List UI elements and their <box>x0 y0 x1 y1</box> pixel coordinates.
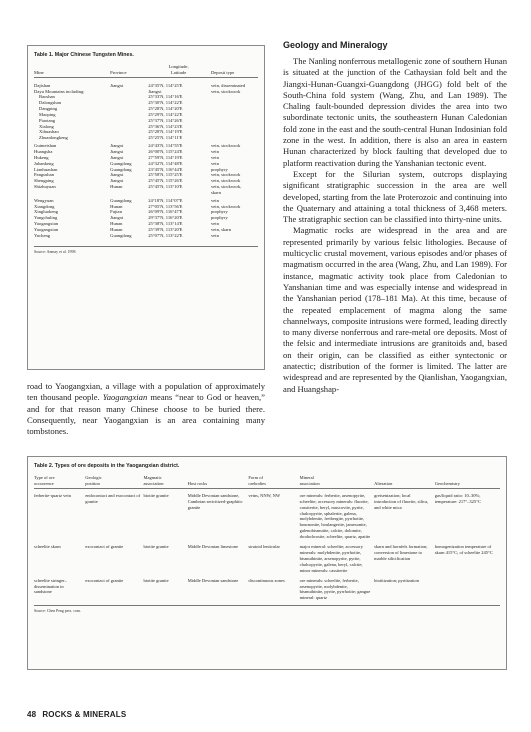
table-1-cell-province: Jiangxi <box>110 215 124 221</box>
table-1-cell-province: Jiangxi <box>110 154 124 160</box>
table-1-row <box>34 77 258 88</box>
table-2-cell-magmatic: biotite granite <box>143 492 169 498</box>
table-1-source: Source: Anmay et al. 1998. <box>34 249 77 254</box>
left-column-text <box>27 381 265 437</box>
table-1-cell-province: Jiangxi <box>110 143 124 149</box>
left-paragraph <box>27 381 265 437</box>
table-1-cell-mine: Wengyuan <box>34 197 54 203</box>
table-1-cell-mine: Dayu Mountains including: <box>34 88 85 94</box>
table-1-cell-coords: 24°32'N, 114°48'E <box>148 160 183 166</box>
table-1-cell-coords: 25°07'N, 113°22'E <box>148 232 183 238</box>
table-2-cell-position: endocontact and exocontact of granite <box>85 492 141 504</box>
table-2-header-form: Form of orebodies <box>248 475 299 488</box>
table-1-cell-mine: Xiangdong <box>34 203 55 209</box>
table-1-cell-type: porphyry <box>210 166 228 172</box>
table-2-cell-type: scheelite skarn <box>34 544 61 550</box>
paragraph-1: The Nanling nonferrous metallogenic zone of southern Hunan is situated at the junction of the Cathaysian fold belt and the Jiangxi-Hunan-Guangxi-Guangdong (JHGG) fold belt of the South-China fold system (Wang, Zhu, and Lan 1989). The Chaling fault-bounded depression divides the area into two subordinate tectonic units, the southeastern Hunan Caledonian fold zone in the east and the south-central Hunan Indosinian fold zone in the west. In addition, there is also an area in eastern Hunan characterized by block faulting that developed due to platform reactivation during the Yanshanian tectonic event. <box>283 56 507 168</box>
left-text-italic: Yaogangxian <box>102 392 148 403</box>
table-1-bottom-rule <box>34 246 258 247</box>
paragraph-2: Except for the Silurian system, outcrops displaying significant stratigraphic succession in the area are well developed, starting from the late Proterozoic and continuing into the Quaternary and attaining a total thickness of 3,468 meters. The stratigraphic section can be classified into thirty-nine units. <box>283 168 507 225</box>
table-1-cell-province: Guangdong <box>110 232 132 238</box>
table-1-cell-mine: Yaogangxian <box>34 226 59 232</box>
table-1-cell-coords: 23°45'N, 116°44'E <box>148 166 183 172</box>
table-1-cell-type: vein, stockwork <box>210 143 241 149</box>
table-2-header-position: Geologic position <box>85 475 143 488</box>
table-2-cell-host: Middle Devonian limestone <box>187 544 239 550</box>
table-1-cell-mine: Yangchuling <box>34 215 58 221</box>
table-1-cell-province: Fujian <box>110 209 122 215</box>
table-2-bottom-rule <box>34 605 500 606</box>
table-1-cell-coords: 25°25'N, 114°11'E <box>148 135 183 141</box>
table-1-cell-mine: Maoping <box>39 111 56 117</box>
table-1-header-mine: Mine <box>34 64 110 77</box>
table-2-cell-minerals: ore minerals: ferberite, arsenopyrite, scheelite; accessory minerals: fluorite, cassiterite, beryl, muscovite, pyrite, chalcopyrite, sphalerite, galena, molybdenite, freibergite, pyrrhotite, bournonite, boulangerite, jamesonite, galenobismutite, calcite, dolomite, rhodochrosite, scheelite, quartz, apatite <box>299 492 371 540</box>
table-1-cell-mine: Lianhuashan <box>34 166 58 172</box>
table-1-cell-mine: Baoshan <box>39 94 55 100</box>
table-1-cell-coords: 25°45'N, 115°26'E <box>148 178 183 184</box>
table-2-header-row <box>34 475 500 488</box>
table-1-cell-mine: Xialong <box>39 123 54 129</box>
table-1-cell-coords: 24°43'N, 114°55'E <box>148 143 183 149</box>
table-2-cell-position: exocontact of granite <box>85 544 124 550</box>
table-2-cell-geochemistry: gas/liquid ratio: 10–30%; temperature: 217°–325°C <box>434 492 481 504</box>
table-1-cell-mine: Yaogangxian <box>34 221 59 227</box>
table-1-cell-mine: Dalongshan <box>39 100 61 106</box>
table-1-header-row <box>34 64 258 77</box>
table-2-cell-host: Middle Devonian sandstone <box>187 577 239 583</box>
table-1-cell-type: vein <box>210 148 219 154</box>
table-1-cell-coords: 25°38'N, 113°14'E <box>148 221 183 227</box>
table-2-cell-alteration: skarn and hornfels formation; conversion of limestone to marble silicification <box>374 544 428 561</box>
table-2-cell-magmatic: biotite granite <box>143 544 169 550</box>
table-1 <box>27 45 265 370</box>
table-2-cell-type: scheelite stringer–dissemination in sandstone <box>34 577 67 595</box>
table-2-cell-form: discontinuous zones <box>248 577 285 583</box>
table-2-cell-magmatic: biotite granite <box>143 577 169 583</box>
table-2-header-magmatic: Magmatic association <box>144 475 188 488</box>
table-1-caption: Table 1. Major Chinese Tungsten Mines. <box>34 52 134 58</box>
table-1-cell-province: Jiangxi <box>110 178 124 184</box>
table-2-cell-host: Middle Devonian sandstone, Cambrian sericitized-graphitic granite <box>187 492 243 510</box>
table-2-row <box>34 578 500 604</box>
table-1-cell-type: vein, skarn <box>210 226 232 232</box>
table-1-cell-coords: 24°18'N, 114°07'E <box>148 197 183 203</box>
table-1-cell-province: Guangdong <box>110 166 132 172</box>
table-1-cell-mine: Xingluokeng <box>34 209 58 215</box>
section-heading: Geology and Mineralogy <box>283 40 388 50</box>
table-1-grid <box>34 64 258 242</box>
table-2-header-host: Host rocks <box>188 475 249 488</box>
table-2-caption: Table 2. Types of ore deposits in the Yaogangxian district. <box>34 463 180 469</box>
table-2-grid <box>34 475 500 603</box>
table-1-cell-coords: 25°28'N, 114°19'E <box>148 129 183 135</box>
table-1-cell-type: vein <box>210 232 219 238</box>
table-1-cell-mine: Yucheng <box>34 232 51 238</box>
table-2-header-geochemistry: Geochemistry <box>435 475 500 488</box>
table-1-cell-mine: Xihuashan <box>39 129 59 135</box>
table-1-cell-mine: Dajishan <box>34 82 51 88</box>
table-1-cell-coords: Jiangxi <box>148 88 162 94</box>
table-1-cell-type: porphyry <box>210 209 228 215</box>
right-column-text <box>283 56 507 395</box>
table-1-cell-type: vein <box>210 197 219 203</box>
table-1-cell-province: Hunan <box>110 184 123 190</box>
table-1-header-coords: Longitude, Latitude <box>148 64 211 77</box>
table-1-cell-coords: 25°58'N, 115°25'E <box>148 172 183 178</box>
table-1-cell-type: skarn <box>210 189 221 195</box>
table-1-cell-province: Jiangxi <box>110 82 124 88</box>
table-1-cell-coords: 25°29'N, 114°22'E <box>148 111 183 117</box>
table-1-row <box>34 196 258 204</box>
table-1-header-type: Deposit type <box>211 64 258 77</box>
table-1-cell-coords: 25°37'N, 114°26'E <box>148 117 183 123</box>
table-1-cell-coords: 26°09'N, 116°47'E <box>148 209 183 215</box>
table-1-cell-mine: Piaotang <box>39 117 56 123</box>
table-2-cell-minerals: major mineral: scheelite; accessory minerals: molybdenite, pyrrhotite, bismuthinite, arsenopyrite, pyrite, chalcopyrite, galena, beryl, calcite; minor minerals: cassiterite <box>299 544 363 573</box>
table-2-row <box>34 544 500 578</box>
table-1-cell-type: vein <box>210 154 219 160</box>
table-2-cell-alteration: biotitization; pyritization <box>374 577 420 583</box>
table-2-row <box>34 488 500 544</box>
table-2-header-minerals: Mineral association <box>300 475 375 488</box>
table-1-cell-type: vein, stockwork <box>210 178 241 184</box>
table-1-cell-mine: Zhuanlongkeng <box>39 135 68 141</box>
table-1-cell-coords: 25°36'N, 114°23'E <box>148 123 183 129</box>
table-2-source: Source: Chen Peng pers. com. <box>34 609 81 614</box>
table-1-body <box>34 77 258 241</box>
table-2-body <box>34 488 500 603</box>
table-1-cell-mine: Guimeishan <box>34 143 57 149</box>
table-1-cell-type: porphyry <box>210 215 228 221</box>
table-1-cell-coords: 27°59'N, 114°19'E <box>148 154 183 160</box>
magazine-name: ROCKS & MINERALS <box>42 710 127 719</box>
table-2-cell-type: ferberite-quartz vein <box>34 492 71 498</box>
table-1-cell-province: Jiangxi <box>110 172 124 178</box>
table-1-cell-coords: 29°37'N, 116°20'E <box>148 215 183 221</box>
table-2-cell-geochemistry: homogenization temperature of skarn 415°C; of scheelite 245°C <box>434 544 493 555</box>
table-1-cell-province: Hunan <box>110 221 123 227</box>
table-1-cell-type: vein, stockwork <box>210 88 241 94</box>
table-1-cell-mine: Dangping <box>39 106 58 112</box>
table-2-header-alteration: Alteration <box>374 475 435 488</box>
table-1-cell-province: Guangdong <box>110 160 132 166</box>
table-1-row <box>34 141 258 149</box>
table-1-cell-type: vein, stockwork <box>210 203 241 209</box>
paragraph-3: Magmatic rocks are widespread in the area and are represented primarily by various felsic lithologies. Because of multicyclic crustal movement, various episodes and/or phases of magmatism occurred in the area (Wang, Zhu, and Lan 1989). For instance, magmatic activity took place from Caledonian to Yanshanian time and was especially intense and widespread in the Yanshanian period (178–181 Ma). At this time, because of the repeated emplacement of magma along the same channelways, composite intrusions were formed, leading directly to many diverse nonferrous and rare-metal ore deposits. Most of the felsic and intermediate intrusions are granitoids and, based on their origin, can be classified as either syntectonic or anatectic; distribution of the former is limited. The latter are widespread and are represented by the Qianlishan, Yaogangxian, and Huangshap- <box>283 225 507 394</box>
table-2-cell-position: exocontact of granite <box>85 577 124 583</box>
table-2-cell-alteration: greisenization; local introduction of fluorite, silica, and white mica <box>374 492 429 510</box>
table-1-cell-province: Hunan <box>110 203 123 209</box>
page-footer <box>27 710 126 719</box>
table-1-cell-coords: 25°39'N, 113°20'E <box>148 226 183 232</box>
table-1-cell-type: vein <box>210 221 219 227</box>
table-1-cell-coords: 27°05'N, 113°56'E <box>148 203 183 209</box>
table-1-cell-type: vein, stockwork, <box>210 184 242 190</box>
table-1-cell-mine: Hukeng <box>34 154 49 160</box>
table-1-cell-type: vein, disseminated <box>210 82 246 88</box>
table-2 <box>27 456 507 670</box>
page-number: 48 <box>27 710 37 719</box>
left-text-end: means “near to God or heaven,” and for that reason many Chinese choose to be buried there. Consequently, near Yaogangxian is an area containing many tombstones. <box>27 392 266 437</box>
table-1-cell-coords: 25°45'N, 113°10'E <box>148 184 183 190</box>
table-1-cell-type: vein <box>210 160 219 166</box>
table-1-cell-coords: 24°35'N, 114°25'E <box>148 82 183 88</box>
table-2-cell-geochemistry <box>435 578 500 604</box>
table-1-cell-mine: Huangsha <box>34 148 53 154</box>
table-2-cell-form: veins, NNW, NW <box>248 492 281 498</box>
table-1-cell-coords: 25°33'N, 114°16'E <box>148 94 183 100</box>
table-1-cell-coords: 25°30'N, 114°22'E <box>148 100 183 106</box>
table-1-cell-coords: 25°28'N, 114°20'E <box>148 106 183 112</box>
table-1-cell-mine: Pangushan <box>34 172 54 178</box>
table-2-cell-form: stratoid lenticular <box>248 544 280 550</box>
table-1-cell-coords: 26°00'N, 115°24'E <box>148 148 183 154</box>
table-1-header-province: Province <box>110 64 148 77</box>
table-1-cell-mine: Shizhuyuan <box>34 184 56 190</box>
table-1-cell-province: Jiangxi <box>110 148 124 154</box>
table-1-cell-province: Guangdong <box>110 197 132 203</box>
table-1-cell-mine: Jubankeng <box>34 160 54 166</box>
table-2-header-type: Type of ore occurrence <box>34 475 85 488</box>
table-1-cell-type: vein, stockwork <box>210 172 241 178</box>
left-text-start: road to Yaogangxian, a village with a population of approximately ten thousand people. <box>27 381 265 403</box>
table-2-cell-minerals: ore minerals: scheelite, ferberite, arsenopyrite, molybdenite, bismuthinite, pyrite, pyrrhotite; gangue mineral: quartz <box>299 577 371 601</box>
table-1-row <box>34 233 258 242</box>
table-1-cell-province: Hunan <box>110 226 123 232</box>
table-1-cell-mine: Shengping <box>34 178 54 184</box>
